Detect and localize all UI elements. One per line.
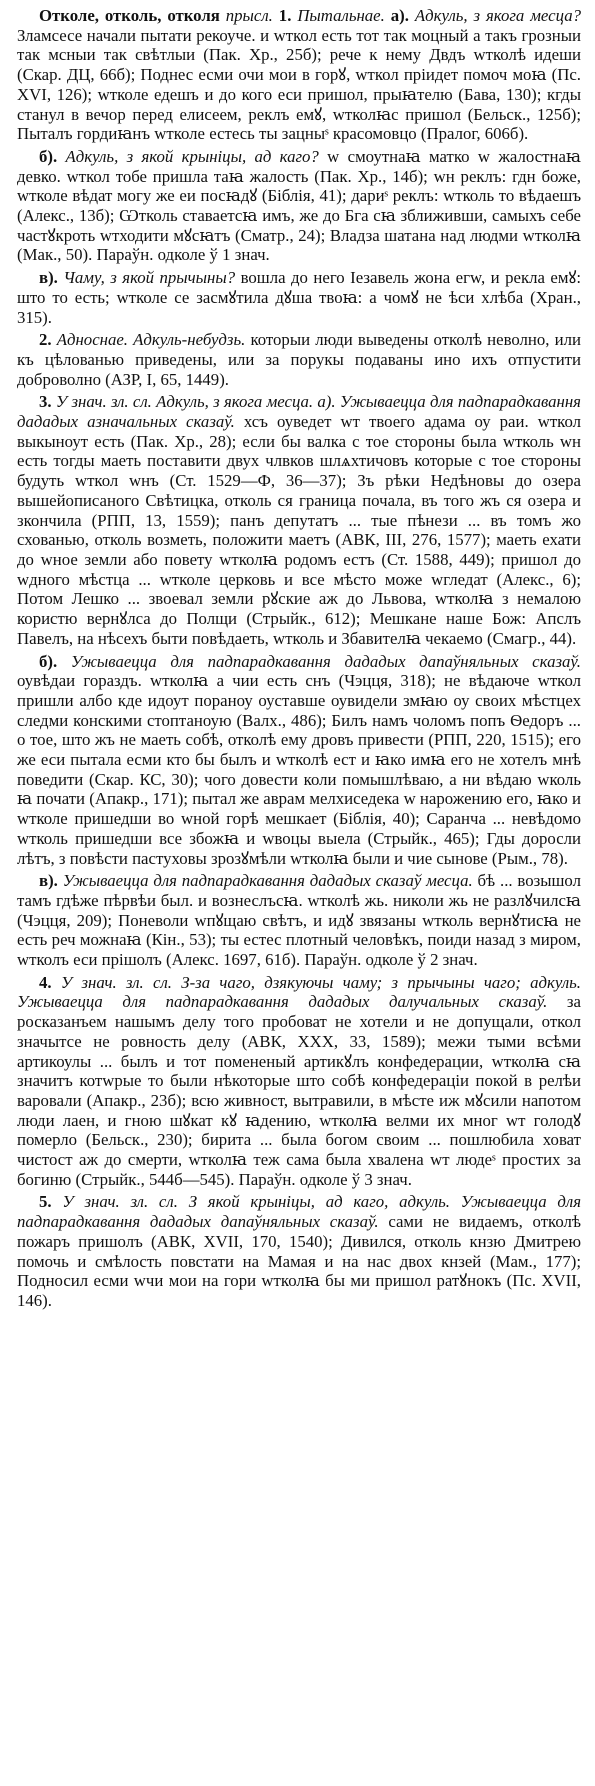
subsense-marker: б).	[39, 651, 58, 671]
citations: Зламсесе начали пытати рекоуче. и wткол есть тот так моцный а такъ грозныи так мсныи так свѣтлыи (Пак. Хр., 25б); рече к нему Двдъ wтколѣ идеши (Скар. ДЦ, 66б); Поднес есми очи мои в горꙋ, wткол прiидет помоч моꙗ (Пс. XVI, 126); wтколе едешъ и до кого еси пришол, прыꙗтелю (Бава, 130); кгды станул в вечор перед елисеем, реклъ емꙋ, wтколꙗс пришол (Бельск., 125б); Пыталъ гордиꙗнъ wтколе естесь ты зацныˢ красомовцо (Пралог, 606б).	[17, 25, 581, 144]
gloss: Адноснае. Адкуль-небудзь.	[56, 330, 246, 350]
entry-paragraph-5	[17, 1192, 581, 1310]
citations: вошла до него Iезавель жона егw, и рекла емꙋ: што то есть; wтколе се засмꙋтила дꙋша твоꙗ: а чомꙋ не ѣси хлѣба (Хран., 315).	[17, 268, 581, 327]
subsense-marker: в).	[39, 871, 58, 891]
sense-marker: 4.	[39, 972, 52, 992]
entry-paragraph-1c	[17, 268, 581, 327]
headword: Отколе, отколь, отколя	[39, 6, 220, 25]
gloss: Адкуль, з якой крыніцы, ад каго?	[65, 146, 319, 166]
citations: бѣ ... возышол тамъ гдѣже пѣрвѣи был. и вознеслъсꙗ. wтколѣ жь. николи жь не разлꙋчилсꙗ (Чэцця, 209); Поневоли wпꙋщаю свѣтъ, и идꙋ звязаны wтколь вернꙋтисꙗ не есть реч можнаꙗ (Кін., 53); ты естес плотный человѣкъ, поиди назад з миром, wтколъ еси прiшолъ (Алекс. 1697, 61б). Параўн. одколе ў 2 знач.	[17, 871, 581, 970]
gloss: Адкуль, з якога месца?	[414, 6, 581, 25]
subsense-marker: а).	[390, 6, 409, 25]
entry-paragraph-4	[17, 973, 581, 1190]
citations: w смоутнаꙗ матко w жалостнаꙗ девко. wткол тобе пришла таꙗ жалость (Пак. Хр., 14б); wн реклъ: гдн боже, wтколе вѣдат могу же еи посꙗдꙋ (Біблія, 41); дариˢ реклъ: wтколь то вѣдаешъ (Алекс., 13б); Ѡтколь ставаетсꙗ имъ, же до Бга сꙗ зближивши, самыхъ себе частꙋкроть wтходити мꙋсꙗтъ (Сматр., 24); Владза шатана над людми wтколꙗ (Мак., 50). Параўн. одколе ў 1 знач.	[17, 146, 581, 265]
subsense-marker: б).	[39, 146, 58, 166]
entry-paragraph-1a	[17, 6, 581, 144]
part-of-speech: прысл.	[225, 6, 273, 25]
gloss: Ужываецца для падпарадкавання дададых сказаў месца.	[62, 871, 473, 891]
entry-paragraph-2	[17, 330, 581, 389]
gloss: У знач. зл. сл. З якой крыніцы, ад каго, адкуль. Ужываецца для падпарадкавання дададых дапаўняльных сказаў.	[17, 1192, 581, 1232]
sense-number: 1.	[278, 6, 292, 25]
citations: которыи люди выведены отколѣ неволно, или къ цѣлованью приведены, или за порукы подаваны ино ихъ отпустити доброволно (АЗР, I, 65, 1449).	[17, 330, 581, 389]
gloss: Ужываецца для падпарадкавання дададых дапаўняльных сказаў.	[70, 651, 581, 671]
citations: сами не видаемъ, отколѣ пожаръ пришолъ (АВК, XVII, 170, 1540); Дивился, отколь кнзю Дмитрею помочь и смѣлость повстати на Мамая и на нас двох кнзей (Мам., 177); Подносил есми wчи мои на гори wтколꙗ бы ми пришол ратꙋнокъ (Пс. XVII, 146).	[17, 1212, 581, 1310]
citations: оувѣдаи гораздъ. wтколꙗ а чии есть снъ (Чэцця, 318); не вѣдаюче wткол пришли албо кде идоут пораноу оуставше оувидели змꙗю оу своих мѣстцех следми конскими стоптаноую (Валх., 486); Билъ намъ чоломъ попъ Ѳедоръ ... о тое, што жъ не маеть собѣ, отколѣ ему дровъ привести (РПП, 220, 1515); его же еси пытала есми кто бы былъ и wтколѣ ест и ꙗко имꙗ его не хотелъ мнѣ поведити (Скар. КС, 30); чого довести коли помышлѣваю, а ни вѣдаю wколь ꙗ почати (Апакр., 171); пытал же аврам мелхиседека w нарожению его, ꙗко и wтколе пришедши во wной горѣ мешкает (Біблія, 40); Саранча ... невѣдомо wтколь пришедши все збожꙗ и wвоцы выела (Стрыйк., 465); Гды доросли лѣтъ, з повѣсти пастуховы зрозꙋмѣли wтколꙗ были и чие сынове (Рым., 78).	[17, 671, 581, 868]
sense-marker: 5.	[39, 1192, 52, 1212]
gloss: Чаму, з якой прычыны?	[63, 268, 236, 288]
citations: хсъ оуведет wт твоего адама оу раи. wткол выкыноут есть (Пак. Хр., 28); если бы валка с тое стороны была wтколь wн есть тогды маеть поставити двух члвков шлѧхтичовъ которые с тое стороны будуть wткол wнъ (Ст. 1529—Ф, 36—37); Зъ рѣки Недѣновы до озера вышейописаного Свѣтицка, отколь ся граница почала, въ того жъ ся озера и зкончила (РПП, 13, 1559); панъ депутатъ ... тые пѣнези ... въ томъ жо схованью, отколь возметь, положити маетъ (АВК, III, 276, 1577); маеть ехати до wное земли або повету wтколꙗ родомъ естъ (Ст. 1588, 449); пришол до wдного мѣстца ... wтколе церковь и все мѣсто може wгледат (Алекс., 6); Потом Лешко ... звоевал земли рꙋские аж до Львова, wтколꙗ з немалою користю вернꙋлса до Полщи (Стрыйк., 612); Мешкане наше Бож: Апслъ Павелъ, на нѣсехъ быти повѣдаеть, wтколь и Збавителꙗ чекаемо (Смагр., 44).	[17, 412, 582, 648]
sense-marker: 3.	[39, 392, 52, 412]
gloss: У знач. зл. сл. З-за чаго, дзякуючы чаму; з прычыны чаго; адкуль. Ужываецца для падпарадкавання дададых далучальных сказаў.	[17, 972, 581, 1012]
sense-label: Пытальнае.	[297, 6, 385, 25]
sense-marker: 2.	[39, 330, 52, 350]
entry-paragraph-3a	[17, 392, 581, 648]
entry-paragraph-3b	[17, 652, 581, 869]
subsense-marker: в).	[39, 268, 58, 288]
citations: за росказанъем нашымъ делу того пробоват не хотели и не допущали, откол значытсе не ровность делу (АВК, XXX, 33, 1589); межи тыми всѣми артикоулы ... былъ и тот помененый артикꙋлъ конфедерации, wтколꙗ сꙗ значитъ котwрые то были нѣкоторые што собѣ конфедерацiи покой в релѣи варовали (Апакр., 23б); всю живност, вытравили, в мѣсте иж мꙋсили напотом люди лаен, и гною шꙋкат кꙋ ꙗдению, wтколꙗ велми их мног wт голодꙋ померло (Бельск., 230); бирита ... была богом своим ... пошлюбила ховат чистост аж до смерти, wтколꙗ теж сама была хвалена wт людеˢ простих за богиню (Стрыйк., 544б—545). Параўн. одколе ў 3 знач.	[17, 992, 581, 1189]
gloss: У знач. зл. сл. Адкуль, з якога месца. а). Ужываецца для падпарадкавання дададых азначальных сказаў.	[17, 392, 581, 432]
entry-paragraph-3c	[17, 871, 581, 970]
entry-paragraph-1b	[17, 147, 581, 265]
